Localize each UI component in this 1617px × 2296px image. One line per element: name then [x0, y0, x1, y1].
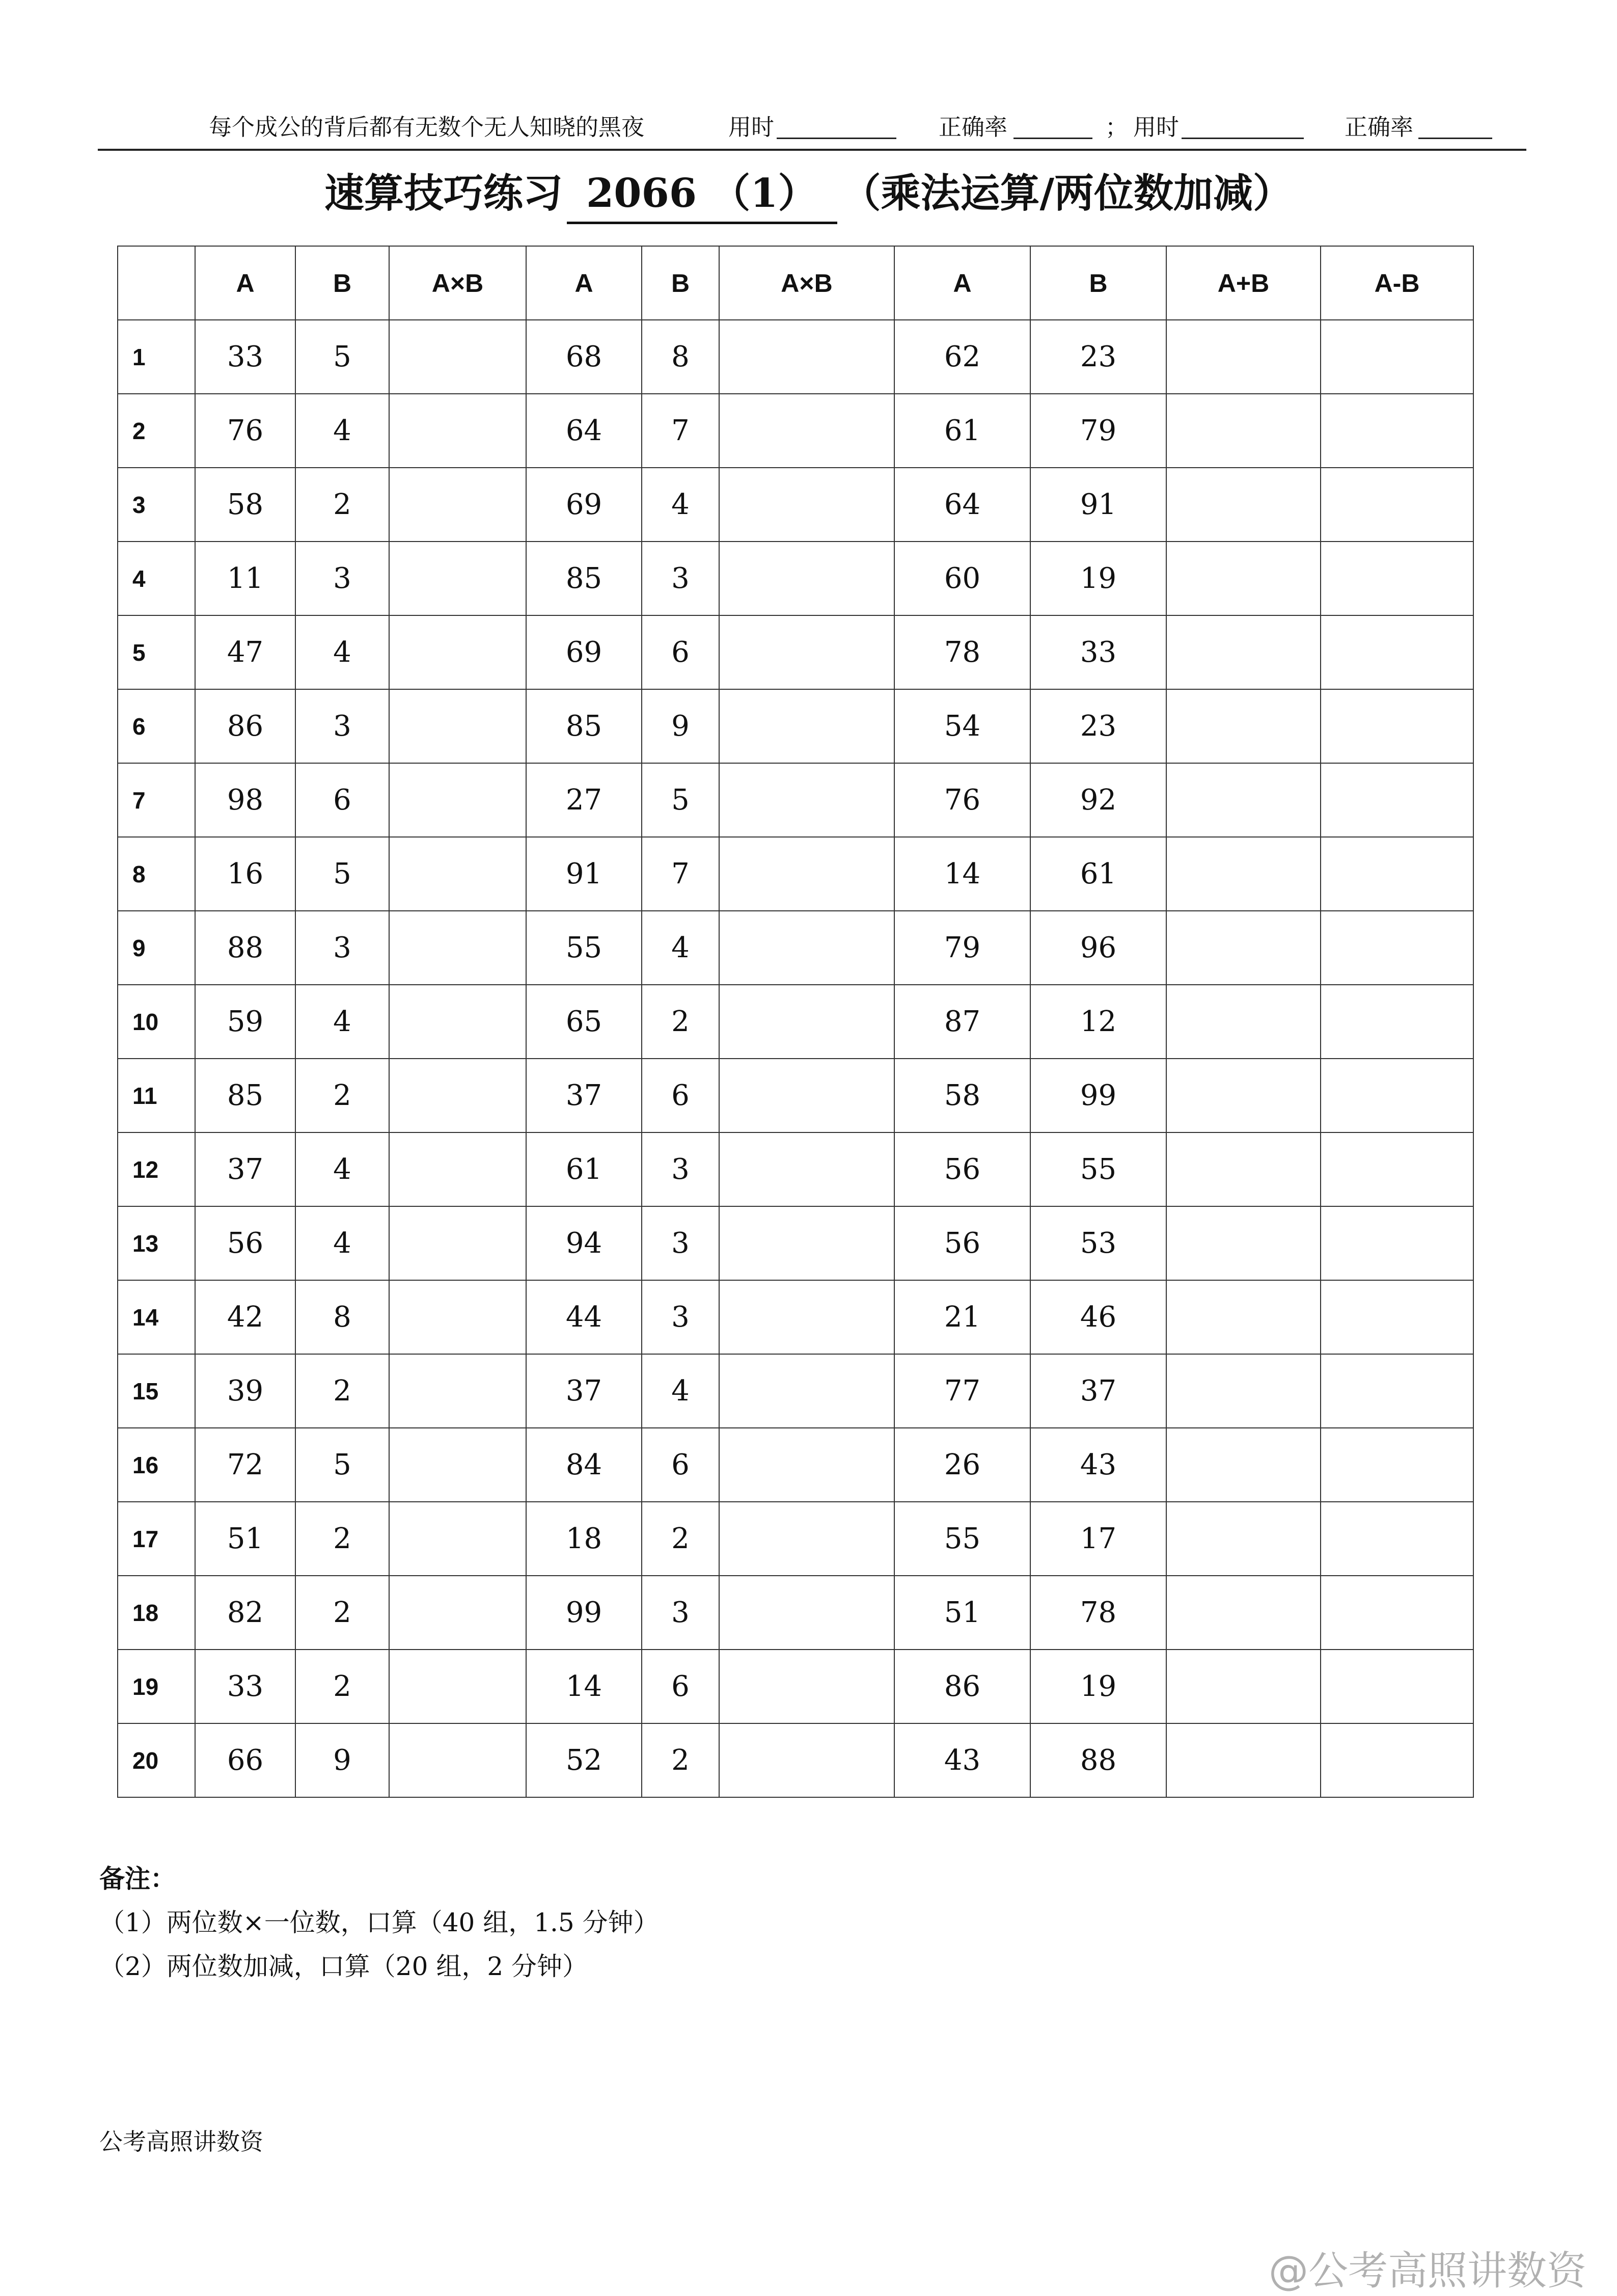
b3-cell: 99: [1030, 1059, 1166, 1132]
b2-cell: 4: [642, 1354, 719, 1428]
sum-answer-cell[interactable]: [1166, 837, 1321, 911]
sum-answer-cell[interactable]: [1166, 468, 1321, 542]
product1-answer-cell[interactable]: [389, 985, 526, 1059]
title-prefix: 速算技巧练习: [324, 170, 563, 217]
row-index-cell: 20: [118, 1723, 195, 1797]
sum-answer-cell[interactable]: [1166, 985, 1321, 1059]
a2-cell: 61: [526, 1132, 642, 1206]
product2-answer-cell[interactable]: [719, 985, 894, 1059]
difference-answer-cell[interactable]: [1321, 615, 1473, 689]
table-row: [118, 394, 1473, 468]
table-row: [118, 1059, 1473, 1132]
product1-answer-cell[interactable]: [389, 394, 526, 468]
a1-cell: 37: [195, 1132, 295, 1206]
b1-cell: 4: [295, 394, 389, 468]
table-row: [118, 1723, 1473, 1797]
a2-cell: 84: [526, 1428, 642, 1502]
a2-cell: 18: [526, 1502, 642, 1576]
product1-answer-cell[interactable]: [389, 689, 526, 763]
difference-answer-cell[interactable]: [1321, 468, 1473, 542]
row-index-cell: 10: [118, 985, 195, 1059]
a1-cell: 11: [195, 542, 295, 615]
product1-answer-cell[interactable]: [389, 1059, 526, 1132]
a1-cell: 58: [195, 468, 295, 542]
product1-answer-cell[interactable]: [389, 837, 526, 911]
b3-cell: 43: [1030, 1428, 1166, 1502]
header-line: [99, 112, 1525, 143]
sum-answer-cell[interactable]: [1166, 689, 1321, 763]
table-row: [118, 1132, 1473, 1206]
a1-cell: 16: [195, 837, 295, 911]
b1-cell: 2: [295, 1059, 389, 1132]
a1-cell: 86: [195, 689, 295, 763]
b3-cell: 88: [1030, 1723, 1166, 1797]
a1-cell: 33: [195, 1650, 295, 1723]
b3-cell: 46: [1030, 1280, 1166, 1354]
a3-cell: 60: [894, 542, 1030, 615]
a1-cell: 66: [195, 1723, 295, 1797]
b1-cell: 8: [295, 1280, 389, 1354]
b2-cell: 7: [642, 837, 719, 911]
b3-cell: 23: [1030, 689, 1166, 763]
a2-cell: 99: [526, 1576, 642, 1650]
product2-answer-cell[interactable]: [719, 1059, 894, 1132]
b1-cell: 6: [295, 763, 389, 837]
watermark: @公考高照讲数资: [1268, 2248, 1586, 2294]
difference-answer-cell[interactable]: [1321, 1502, 1473, 1576]
a1-cell: 59: [195, 985, 295, 1059]
a1-cell: 98: [195, 763, 295, 837]
b2-cell: 4: [642, 468, 719, 542]
b2-cell: 2: [642, 1502, 719, 1576]
product2-answer-cell[interactable]: [719, 468, 894, 542]
header-cell-a1: A: [195, 246, 295, 320]
header-cell-a2: A: [526, 246, 642, 320]
row-index-cell: 14: [118, 1280, 195, 1354]
header-row: [118, 246, 1473, 320]
product1-answer-cell[interactable]: [389, 1650, 526, 1723]
table-row: [118, 615, 1473, 689]
b1-cell: 3: [295, 542, 389, 615]
header-cell-index: [118, 246, 195, 320]
row-index-cell: 18: [118, 1576, 195, 1650]
table-row: [118, 837, 1473, 911]
product1-answer-cell[interactable]: [389, 1576, 526, 1650]
b1-cell: 5: [295, 1428, 389, 1502]
header-cell-b2: B: [642, 246, 719, 320]
b3-cell: 19: [1030, 1650, 1166, 1723]
table-row: [118, 911, 1473, 985]
b3-cell: 23: [1030, 320, 1166, 394]
header-cell-product2: A×B: [719, 246, 894, 320]
b1-cell: 4: [295, 1132, 389, 1206]
header-cell-difference: A-B: [1321, 246, 1473, 320]
row-index-cell: 3: [118, 468, 195, 542]
a3-cell: 14: [894, 837, 1030, 911]
b3-cell: 33: [1030, 615, 1166, 689]
difference-answer-cell[interactable]: [1321, 1354, 1473, 1428]
sum-answer-cell[interactable]: [1166, 615, 1321, 689]
b3-cell: 92: [1030, 763, 1166, 837]
a2-cell: 91: [526, 837, 642, 911]
table-row: [118, 1206, 1473, 1280]
time-label-2: 用时: [1133, 114, 1180, 141]
accuracy-label-1: 正确率: [939, 114, 1008, 141]
notes: [99, 1857, 659, 1988]
row-index-cell: 8: [118, 837, 195, 911]
sum-answer-cell[interactable]: [1166, 1132, 1321, 1206]
row-index-cell: 6: [118, 689, 195, 763]
table-row: [118, 468, 1473, 542]
b1-cell: 3: [295, 911, 389, 985]
a3-cell: 64: [894, 468, 1030, 542]
product2-answer-cell[interactable]: [719, 542, 894, 615]
b2-cell: 6: [642, 615, 719, 689]
sum-answer-cell[interactable]: [1166, 1576, 1321, 1650]
a1-cell: 88: [195, 911, 295, 985]
b3-cell: 55: [1030, 1132, 1166, 1206]
a2-cell: 14: [526, 1650, 642, 1723]
table-row: [118, 1502, 1473, 1576]
difference-answer-cell[interactable]: [1321, 1132, 1473, 1206]
table-row: [118, 1576, 1473, 1650]
product2-answer-cell[interactable]: [719, 615, 894, 689]
title-suffix: （乘法运算/两位数加减）: [841, 170, 1293, 217]
table-row: [118, 320, 1473, 394]
a1-cell: 51: [195, 1502, 295, 1576]
product2-answer-cell[interactable]: [719, 837, 894, 911]
a3-cell: 51: [894, 1576, 1030, 1650]
sum-answer-cell[interactable]: [1166, 1059, 1321, 1132]
row-index-cell: 13: [118, 1206, 195, 1280]
b2-cell: 6: [642, 1650, 719, 1723]
b2-cell: 5: [642, 763, 719, 837]
accuracy-blank-1[interactable]: [1013, 138, 1092, 139]
a3-cell: 61: [894, 394, 1030, 468]
table-row: [118, 542, 1473, 615]
product1-answer-cell[interactable]: [389, 911, 526, 985]
a1-cell: 82: [195, 1576, 295, 1650]
a2-cell: 55: [526, 911, 642, 985]
product1-answer-cell[interactable]: [389, 1206, 526, 1280]
difference-answer-cell[interactable]: [1321, 1428, 1473, 1502]
b1-cell: 2: [295, 1576, 389, 1650]
a2-cell: 94: [526, 1206, 642, 1280]
b2-cell: 3: [642, 1576, 719, 1650]
a1-cell: 33: [195, 320, 295, 394]
a3-cell: 87: [894, 985, 1030, 1059]
notes-item: （2）两位数加减，口算（20 组，2 分钟）: [99, 1952, 588, 1981]
product2-answer-cell[interactable]: [719, 1502, 894, 1576]
product2-answer-cell[interactable]: [719, 1428, 894, 1502]
a3-cell: 76: [894, 763, 1030, 837]
b2-cell: 3: [642, 1132, 719, 1206]
b1-cell: 2: [295, 1650, 389, 1723]
motto: 每个成公的背后都有无数个无人知晓的黑夜: [209, 114, 645, 141]
product2-answer-cell[interactable]: [719, 763, 894, 837]
b3-cell: 96: [1030, 911, 1166, 985]
a1-cell: 47: [195, 615, 295, 689]
a3-cell: 26: [894, 1428, 1030, 1502]
a2-cell: 44: [526, 1280, 642, 1354]
difference-answer-cell[interactable]: [1321, 689, 1473, 763]
sum-answer-cell[interactable]: [1166, 763, 1321, 837]
difference-answer-cell[interactable]: [1321, 837, 1473, 911]
a2-cell: 85: [526, 689, 642, 763]
a2-cell: 52: [526, 1723, 642, 1797]
b2-cell: 8: [642, 320, 719, 394]
time-label-1: 用时: [728, 114, 775, 141]
a1-cell: 56: [195, 1206, 295, 1280]
header-separator: ；: [1105, 114, 1129, 141]
time-blank-1[interactable]: [777, 138, 896, 139]
a3-cell: 55: [894, 1502, 1030, 1576]
difference-answer-cell[interactable]: [1321, 320, 1473, 394]
row-index-cell: 5: [118, 615, 195, 689]
a1-cell: 76: [195, 394, 295, 468]
header-cell-b1: B: [295, 246, 389, 320]
sum-answer-cell[interactable]: [1166, 1428, 1321, 1502]
b2-cell: 3: [642, 542, 719, 615]
a1-cell: 72: [195, 1428, 295, 1502]
b1-cell: 2: [295, 468, 389, 542]
table-body: [118, 320, 1473, 1797]
row-index-cell: 2: [118, 394, 195, 468]
header-cell-a3: A: [894, 246, 1030, 320]
sum-answer-cell[interactable]: [1166, 1723, 1321, 1797]
product1-answer-cell[interactable]: [389, 542, 526, 615]
time-blank-2[interactable]: [1182, 138, 1304, 139]
a2-cell: 37: [526, 1354, 642, 1428]
product1-answer-cell[interactable]: [389, 763, 526, 837]
b2-cell: 3: [642, 1206, 719, 1280]
b3-cell: 37: [1030, 1354, 1166, 1428]
product2-answer-cell[interactable]: [719, 1132, 894, 1206]
b2-cell: 2: [642, 1723, 719, 1797]
title-code: 2066 （1）: [567, 166, 837, 224]
b3-cell: 19: [1030, 542, 1166, 615]
a3-cell: 62: [894, 320, 1030, 394]
product2-answer-cell[interactable]: [719, 320, 894, 394]
page-title: [0, 166, 1617, 224]
b1-cell: 2: [295, 1354, 389, 1428]
difference-answer-cell[interactable]: [1321, 1280, 1473, 1354]
product2-answer-cell[interactable]: [719, 1576, 894, 1650]
table-row: [118, 1428, 1473, 1502]
sum-answer-cell[interactable]: [1166, 1206, 1321, 1280]
row-index-cell: 11: [118, 1059, 195, 1132]
b2-cell: 6: [642, 1059, 719, 1132]
header-cell-sum: A+B: [1166, 246, 1321, 320]
b3-cell: 91: [1030, 468, 1166, 542]
sum-answer-cell[interactable]: [1166, 1650, 1321, 1723]
a3-cell: 58: [894, 1059, 1030, 1132]
row-index-cell: 4: [118, 542, 195, 615]
a3-cell: 21: [894, 1280, 1030, 1354]
b1-cell: 5: [295, 320, 389, 394]
product1-answer-cell[interactable]: [389, 1132, 526, 1206]
b1-cell: 5: [295, 837, 389, 911]
a3-cell: 78: [894, 615, 1030, 689]
difference-answer-cell[interactable]: [1321, 1723, 1473, 1797]
header-cell-b3: B: [1030, 246, 1166, 320]
row-index-cell: 17: [118, 1502, 195, 1576]
difference-answer-cell[interactable]: [1321, 763, 1473, 837]
product1-answer-cell[interactable]: [389, 1354, 526, 1428]
difference-answer-cell[interactable]: [1321, 394, 1473, 468]
difference-answer-cell[interactable]: [1321, 911, 1473, 985]
product1-answer-cell[interactable]: [389, 615, 526, 689]
table-row: [118, 1354, 1473, 1428]
a2-cell: 27: [526, 763, 642, 837]
a1-cell: 42: [195, 1280, 295, 1354]
b1-cell: 4: [295, 985, 389, 1059]
product1-answer-cell[interactable]: [389, 320, 526, 394]
b2-cell: 2: [642, 985, 719, 1059]
product1-answer-cell[interactable]: [389, 468, 526, 542]
row-index-cell: 7: [118, 763, 195, 837]
b1-cell: 4: [295, 615, 389, 689]
a2-cell: 69: [526, 615, 642, 689]
product2-answer-cell[interactable]: [719, 1206, 894, 1280]
accuracy-blank-2[interactable]: [1418, 138, 1492, 139]
a2-cell: 85: [526, 542, 642, 615]
a3-cell: 56: [894, 1206, 1030, 1280]
product1-answer-cell[interactable]: [389, 1428, 526, 1502]
a2-cell: 65: [526, 985, 642, 1059]
product2-answer-cell[interactable]: [719, 1723, 894, 1797]
b3-cell: 78: [1030, 1576, 1166, 1650]
a3-cell: 43: [894, 1723, 1030, 1797]
b2-cell: 9: [642, 689, 719, 763]
table-row: [118, 985, 1473, 1059]
a2-cell: 64: [526, 394, 642, 468]
b2-cell: 7: [642, 394, 719, 468]
product1-answer-cell[interactable]: [389, 1502, 526, 1576]
product2-answer-cell[interactable]: [719, 394, 894, 468]
b1-cell: 4: [295, 1206, 389, 1280]
b2-cell: 6: [642, 1428, 719, 1502]
product2-answer-cell[interactable]: [719, 1354, 894, 1428]
row-index-cell: 15: [118, 1354, 195, 1428]
difference-answer-cell[interactable]: [1321, 1576, 1473, 1650]
b3-cell: 61: [1030, 837, 1166, 911]
product1-answer-cell[interactable]: [389, 1723, 526, 1797]
sum-answer-cell[interactable]: [1166, 542, 1321, 615]
a3-cell: 77: [894, 1354, 1030, 1428]
header-cell-product1: A×B: [389, 246, 526, 320]
a2-cell: 69: [526, 468, 642, 542]
accuracy-label-2: 正确率: [1345, 114, 1414, 141]
sum-answer-cell[interactable]: [1166, 1502, 1321, 1576]
sum-answer-cell[interactable]: [1166, 394, 1321, 468]
b1-cell: 9: [295, 1723, 389, 1797]
table-row: [118, 763, 1473, 837]
product2-answer-cell[interactable]: [719, 689, 894, 763]
a3-cell: 86: [894, 1650, 1030, 1723]
difference-answer-cell[interactable]: [1321, 542, 1473, 615]
row-index-cell: 16: [118, 1428, 195, 1502]
b3-cell: 12: [1030, 985, 1166, 1059]
footer-text: 公考高照讲数资: [99, 2128, 263, 2155]
b1-cell: 2: [295, 1502, 389, 1576]
a3-cell: 54: [894, 689, 1030, 763]
difference-answer-cell[interactable]: [1321, 985, 1473, 1059]
row-index-cell: 1: [118, 320, 195, 394]
difference-answer-cell[interactable]: [1321, 1059, 1473, 1132]
table-row: [118, 689, 1473, 763]
sum-answer-cell[interactable]: [1166, 1280, 1321, 1354]
header-rule: [98, 149, 1526, 151]
table-row: [118, 1280, 1473, 1354]
practice-table: [117, 246, 1474, 1798]
a2-cell: 37: [526, 1059, 642, 1132]
sum-answer-cell[interactable]: [1166, 320, 1321, 394]
b1-cell: 3: [295, 689, 389, 763]
difference-answer-cell[interactable]: [1321, 1206, 1473, 1280]
row-index-cell: 19: [118, 1650, 195, 1723]
a2-cell: 68: [526, 320, 642, 394]
a3-cell: 79: [894, 911, 1030, 985]
notes-title: 备注：: [99, 1863, 176, 1894]
b3-cell: 79: [1030, 394, 1166, 468]
row-index-cell: 9: [118, 911, 195, 985]
a1-cell: 39: [195, 1354, 295, 1428]
b3-cell: 17: [1030, 1502, 1166, 1576]
sum-answer-cell[interactable]: [1166, 911, 1321, 985]
sum-answer-cell[interactable]: [1166, 1354, 1321, 1428]
table-row: [118, 1650, 1473, 1723]
product1-answer-cell[interactable]: [389, 1280, 526, 1354]
a1-cell: 85: [195, 1059, 295, 1132]
difference-answer-cell[interactable]: [1321, 1650, 1473, 1723]
a3-cell: 56: [894, 1132, 1030, 1206]
b2-cell: 3: [642, 1280, 719, 1354]
b3-cell: 53: [1030, 1206, 1166, 1280]
notes-item: （1）两位数×一位数，口算（40 组，1.5 分钟）: [99, 1908, 659, 1937]
product2-answer-cell[interactable]: [719, 1280, 894, 1354]
product2-answer-cell[interactable]: [719, 1650, 894, 1723]
row-index-cell: 12: [118, 1132, 195, 1206]
b2-cell: 4: [642, 911, 719, 985]
product2-answer-cell[interactable]: [719, 911, 894, 985]
